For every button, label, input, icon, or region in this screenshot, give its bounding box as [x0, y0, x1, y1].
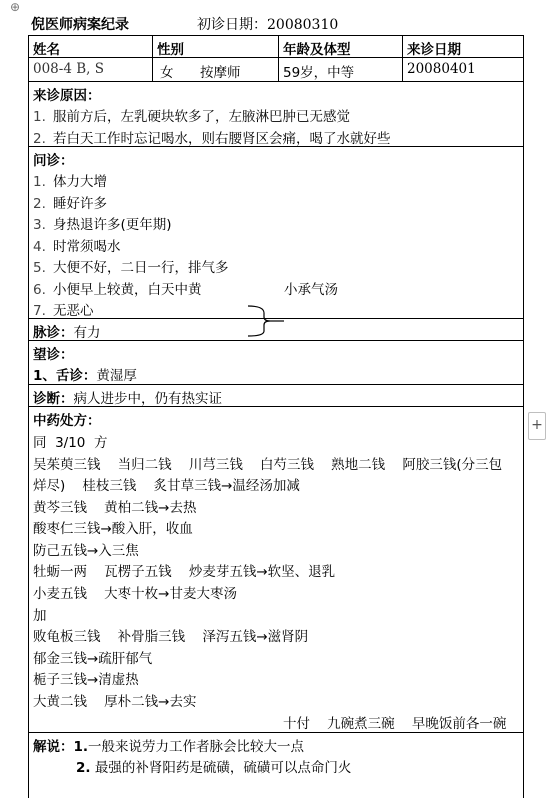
diagnosis-row: 诊断：病人进步中，仍有热实证	[33, 391, 222, 407]
header-name: 姓名	[33, 42, 60, 58]
visit-date: 20080401	[407, 61, 476, 77]
first-visit-label: 初诊日期：	[197, 17, 267, 33]
inquiry-label: 问诊：	[33, 153, 74, 169]
prescription-line: 黄芩三钱 黄柏二钱→去热	[33, 500, 197, 516]
table-divider	[28, 340, 524, 341]
prescription-label: 中药处方：	[33, 413, 101, 429]
prescription-line: 大黄二钱 厚朴二钱→去实	[33, 694, 197, 710]
inquiry-item: 4. 时常须喝水	[33, 239, 121, 255]
header-visit-date: 来诊日期	[407, 42, 461, 58]
inquiry-item: 7. 无恶心	[33, 303, 94, 319]
header-sex: 性别	[157, 42, 184, 58]
reason-item: 1. 服前方后，左乳硬块软多了，左腋淋巴肿已无感觉	[33, 109, 350, 125]
pulse-row: 脉诊：有力	[33, 325, 101, 341]
prescription-line: 小麦五钱 大枣十枚→甘麦大枣汤	[33, 586, 237, 602]
table-column-divider	[402, 35, 403, 81]
record-header	[31, 14, 338, 34]
prescription-dosage: 十付 九碗煮三碗 早晚饭前各一碗	[283, 716, 507, 732]
brace-bracket-icon	[246, 304, 286, 338]
prescription-line: 防己五钱→入三焦	[33, 543, 139, 559]
add-column-button[interactable]: +	[528, 412, 546, 440]
tongue-row: 1、舌诊：黄湿厚	[33, 368, 137, 384]
inquiry-item: 3. 身热退许多(更年期)	[33, 217, 172, 233]
explanation-row: 2. 最强的补肾阳药是硫磺，硫磺可以点命门火	[76, 760, 352, 776]
header-age: 年龄及体型	[283, 42, 351, 58]
patient-age: 59岁，中等	[283, 65, 355, 81]
table-divider	[28, 81, 524, 82]
reason-label: 来诊原因：	[33, 88, 101, 104]
explanation-row: 解说：1.一般来说劳力工作者脉会比较大一点	[33, 739, 305, 755]
prescription-line: 加	[33, 608, 47, 624]
inquiry-item: 6. 小便早上较黄，白天中黄	[33, 282, 202, 298]
table-column-divider	[278, 35, 279, 81]
prescription-line: 牡蛎一两 瓦楞子五钱 炒麦芽五钱→软坚、退乳	[33, 564, 336, 580]
table-move-handle-icon[interactable]: ⊕	[9, 0, 21, 14]
prescription-line: 同 3/10 方	[33, 435, 108, 451]
observe-label: 望诊：	[33, 347, 74, 363]
page-title: 倪医师病案纪录	[31, 17, 129, 33]
inquiry-item: 5. 大便不好，二日一行，排气多	[33, 260, 229, 276]
patient-id: 008-4 B, S	[33, 61, 104, 77]
table-divider	[28, 384, 524, 385]
table-column-divider	[152, 35, 153, 81]
prescription-line: 郁金三钱→疏肝郁气	[33, 651, 153, 667]
prescription-line: 栀子三钱→清虚热	[33, 672, 139, 688]
prescription-line: 吴茱萸三钱 当归二钱 川芎三钱 白芍三钱 熟地二钱 阿胶三钱(分三包	[33, 457, 503, 473]
prescription-line: 败龟板三钱 补骨脂三钱 泽泻五钱→滋肾阴	[33, 629, 309, 645]
first-visit-date: 20080310	[267, 17, 339, 33]
inquiry-item: 2. 睡好许多	[33, 196, 107, 212]
inquiry-item: 1. 体力大增	[33, 174, 107, 190]
prescription-line: 烊尽) 桂枝三钱 炙甘草三钱→温经汤加减	[33, 478, 300, 494]
patient-sex: 女	[160, 65, 174, 81]
patient-occupation: 按摩师	[200, 65, 241, 81]
reason-item: 2. 若白天工作时忘记喝水，则右腰肾区会痛，喝了水就好些	[33, 131, 391, 147]
prescription-line: 酸枣仁三钱→酸入肝，收血	[33, 521, 193, 537]
table-divider	[28, 732, 524, 733]
inquiry-side-note: 小承气汤	[284, 282, 338, 298]
